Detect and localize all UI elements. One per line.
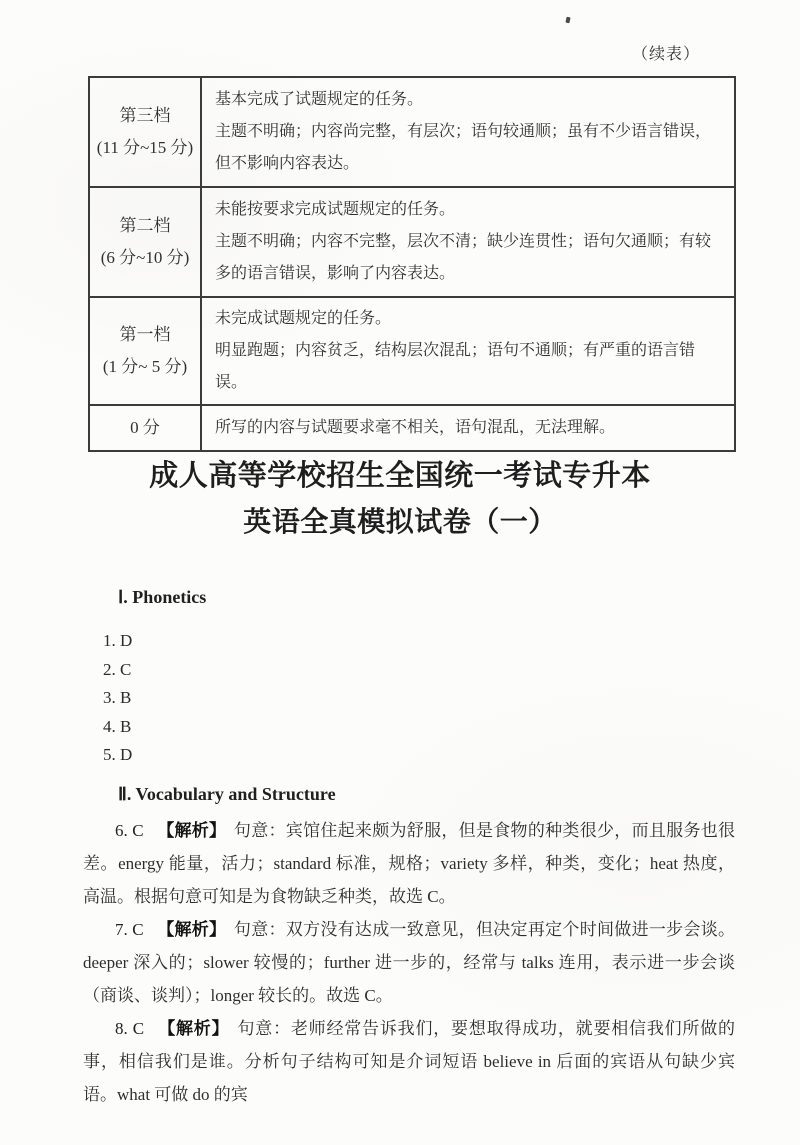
tier-name: 第一档: [119, 325, 171, 344]
answer-number: 7. C: [115, 920, 144, 939]
tier-name: 第三档: [119, 106, 171, 125]
exam-title-line2: 英语全真模拟试卷（一）: [243, 507, 557, 538]
tier-cell: [90, 188, 202, 296]
criteria-task: 基本完成了试题规定的任务。: [215, 91, 424, 108]
criteria-cell: [202, 406, 734, 450]
tier-range: (1 分~ 5 分): [102, 357, 188, 376]
continued-table-label: （续表）: [631, 46, 700, 63]
criteria-task: 未能按要求完成试题规定的任务。: [215, 201, 456, 218]
criteria-task: 所写的内容与试题要求毫不相关，语句混乱，无法理解。: [215, 419, 616, 436]
answer-item: 5. D: [103, 745, 133, 764]
tier-name: 0 分: [130, 418, 160, 437]
answer-item: 3. B: [103, 688, 132, 707]
scoring-rubric-table: [88, 76, 736, 452]
explanation-text: 句意：双方没有达成一致意见，但决定再定个时间做进一步会谈。deeper 深入的；slower 较慢的；further 进一步的，经常与 talks 连用，表示进一步会谈（商谈、谈判）；longer 较长的。故选 C。: [83, 920, 736, 1005]
scan-speck: [565, 17, 570, 24]
tier-cell: [90, 298, 202, 404]
explanation-item: [83, 913, 735, 1012]
criteria-detail: 主题不明确；内容尚完整，有层次；语句较通顺；虽有不少语言错误，但不影响内容表达。: [215, 123, 712, 172]
analysis-label: 【解析】: [158, 1019, 230, 1038]
answer-item: 1. D: [103, 631, 133, 650]
tier-name: 第二档: [119, 216, 171, 235]
criteria-cell: [202, 78, 734, 186]
criteria-cell: [202, 298, 734, 404]
answer-number: 8. C: [115, 1019, 145, 1038]
section-heading-phonetics: Ⅰ. Phonetics: [118, 587, 207, 607]
explanation-item: [83, 1012, 735, 1111]
explanation-text: 句意：老师经常告诉我们，要想取得成功，就要相信我们所做的事，相信我们是谁。分析句子结构可知是介词短语 believe in 后面的宾语从句缺少宾语。what 可做 do 的宾: [83, 1019, 736, 1104]
answer-item: 4. B: [103, 716, 132, 736]
explanation-text: 句意：宾馆住起来颇为舒服，但是食物的种类很少，而且服务也很差。energy 能量，活力；standard 标准，规格；variety 多样，种类，变化；heat 热度，高温。根据句意可知是为食物缺乏种类，故选 C。: [83, 821, 736, 906]
criteria-detail: 主题不明确；内容不完整，层次不清；缺少连贯性；语句欠通顺；有较多的语言错误，影响了内容表达。: [215, 233, 712, 282]
table-row: [90, 296, 734, 404]
criteria-detail: 明显跑题；内容贫乏，结构层次混乱；语句不通顺；有严重的语言错误。: [215, 342, 696, 391]
analysis-label: 【解析】: [157, 821, 227, 840]
answer-item: 2. C: [103, 659, 132, 679]
tier-range: (11 分~15 分): [96, 138, 194, 157]
explanation-item: [83, 814, 735, 913]
criteria-cell: [202, 188, 734, 296]
table-row: [90, 186, 734, 296]
analysis-label: 【解析】: [157, 920, 227, 939]
criteria-task: 未完成试题规定的任务。: [215, 310, 392, 327]
tier-cell: [90, 78, 202, 186]
exam-title-line1: 成人高等学校招生全国统一考试专升本: [149, 460, 651, 492]
section-heading-vocabulary: Ⅱ. Vocabulary and Structure: [118, 784, 336, 804]
table-row: [90, 78, 734, 186]
tier-range: (6 分~10 分): [100, 248, 190, 267]
exam-title-block: [0, 459, 800, 539]
table-row: [90, 404, 734, 450]
tier-cell: [90, 406, 202, 450]
phonetics-answer-list: [103, 627, 132, 770]
explanation-block: [83, 814, 735, 1111]
answer-number: 6. C: [115, 821, 144, 840]
